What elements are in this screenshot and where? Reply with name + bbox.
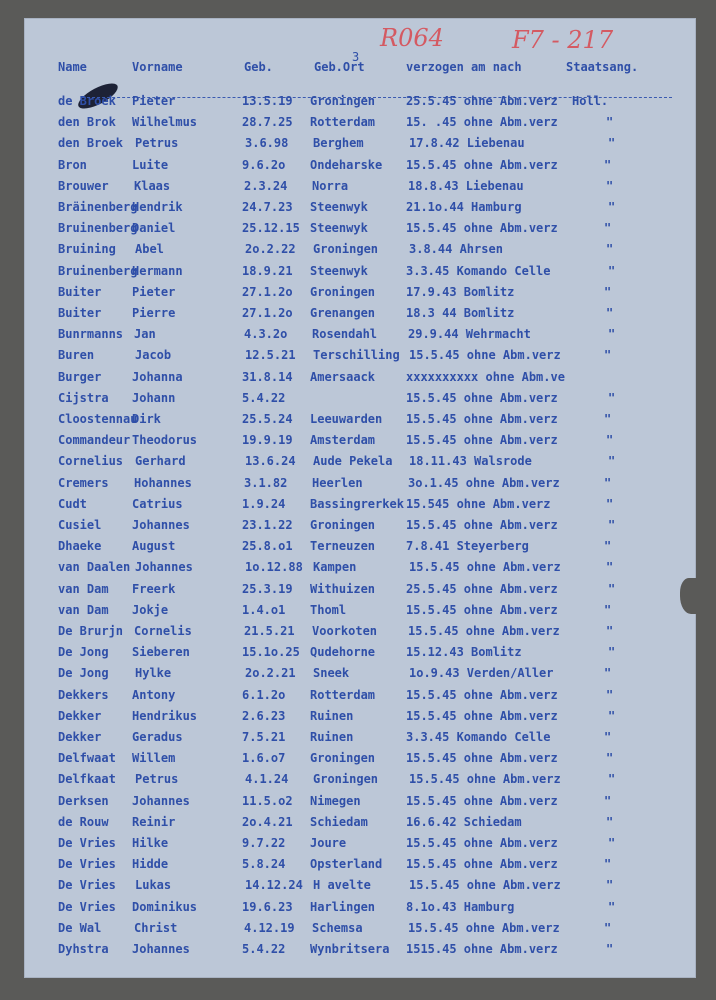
header-geb: Geb. bbox=[244, 60, 273, 74]
cell-name: Brouwer bbox=[58, 178, 109, 193]
cell-vorname: Christ bbox=[134, 920, 178, 935]
cell-verzogen: 15.5.45 ohne Abm.verz bbox=[408, 624, 560, 638]
cell-geb-ort: Groningen bbox=[310, 518, 376, 532]
document-page bbox=[24, 18, 696, 978]
cell-vorname: Johannes bbox=[135, 560, 193, 575]
cell-geb-ort: Wynbritsera bbox=[310, 942, 390, 956]
cell-staatsang: " bbox=[604, 412, 612, 426]
cell-vorname: Klaas bbox=[134, 178, 171, 193]
cell-geb: 19.6.23 bbox=[242, 899, 293, 914]
cell-geb: 25.12.15 bbox=[242, 221, 300, 236]
cell-name: Bruinenberg bbox=[58, 263, 138, 278]
cell-name: van Dam bbox=[58, 581, 109, 596]
cell-geb-ort: Steenwyk bbox=[310, 263, 368, 278]
cell-staatsang: " bbox=[608, 772, 616, 787]
cell-geb: 14.12.24 bbox=[245, 878, 303, 893]
cell-geb-ort: H avelte bbox=[313, 878, 371, 893]
cell-vorname: Hilke bbox=[132, 836, 169, 850]
cell-geb-ort: Terschilling bbox=[313, 348, 400, 363]
cell-vorname: Willem bbox=[132, 751, 176, 766]
cell-staatsang: " bbox=[606, 560, 614, 575]
cell-geb: 13.5.19 bbox=[242, 94, 293, 108]
cell-vorname: Reinir bbox=[132, 814, 176, 829]
cell-geb-ort: Schemsa bbox=[312, 920, 363, 935]
cell-verzogen: 15.5.45 ohne Abm.verz bbox=[406, 390, 558, 405]
cell-geb-ort: Steenwyk bbox=[310, 200, 368, 214]
cell-vorname: Johannes bbox=[132, 793, 190, 808]
cell-staatsang: " bbox=[604, 730, 612, 744]
cell-name: De Wal bbox=[58, 920, 102, 935]
cell-name: de Broek bbox=[58, 94, 116, 108]
cell-staatsang: " bbox=[604, 157, 612, 172]
cell-vorname: Abel bbox=[135, 242, 164, 257]
cell-verzogen: 15.5.45 ohne Abm.verz bbox=[409, 772, 561, 787]
cell-geb-ort: Joure bbox=[310, 836, 347, 850]
cell-name: De Vries bbox=[58, 878, 116, 893]
cell-geb-ort: Amersaack bbox=[310, 369, 376, 384]
cell-name: Cudt bbox=[58, 496, 87, 511]
cell-geb-ort: Berghem bbox=[313, 136, 364, 151]
header-geb-ort: Geb.Ort bbox=[314, 60, 365, 74]
cell-name: Bruinenberg bbox=[58, 221, 138, 236]
cell-vorname: Jokje bbox=[132, 602, 169, 617]
cell-vorname: Johannes bbox=[132, 942, 190, 956]
cell-geb: 21.5.21 bbox=[244, 624, 295, 638]
cell-staatsang: " bbox=[604, 221, 612, 236]
cell-name: Delfkaat bbox=[58, 772, 116, 787]
cell-staatsang: " bbox=[608, 454, 616, 469]
cell-verzogen: 15.5.45 ohne Abm.verz bbox=[408, 920, 560, 935]
cell-staatsang: " bbox=[606, 878, 614, 893]
cell-name: Burger bbox=[58, 369, 102, 384]
cell-staatsang: " bbox=[604, 857, 612, 872]
cell-name: Bron bbox=[58, 157, 87, 172]
cell-name: De Jong bbox=[58, 666, 109, 681]
cell-name: Bräinenberg bbox=[58, 200, 138, 214]
cell-vorname: Jacob bbox=[135, 348, 172, 363]
cell-staatsang: " bbox=[604, 284, 612, 299]
cell-geb: 24.7.23 bbox=[242, 200, 293, 214]
cell-geb: 3.1.82 bbox=[244, 475, 288, 490]
cell-name: Buiter bbox=[58, 284, 102, 299]
cell-vorname: Petrus bbox=[135, 772, 179, 787]
cell-geb: 7.5.21 bbox=[242, 730, 286, 744]
cell-verzogen: 15.5.45 ohne Abm.verz bbox=[409, 560, 561, 575]
cell-geb: 2o.2.22 bbox=[245, 242, 296, 257]
cell-geb-ort: Rosendahl bbox=[312, 327, 378, 342]
cell-name: Dekker bbox=[58, 708, 102, 723]
cell-vorname: Johann bbox=[132, 390, 176, 405]
cell-vorname: Jan bbox=[134, 327, 156, 342]
cell-name: Cusiel bbox=[58, 518, 102, 532]
cell-verzogen: 16.6.42 Schiedam bbox=[406, 814, 522, 829]
cell-vorname: Antony bbox=[132, 687, 176, 702]
cell-verzogen: 15.5.45 ohne Abm.verz bbox=[406, 836, 558, 850]
cell-geb: 5.4.22 bbox=[242, 942, 286, 956]
cell-name: Delfwaat bbox=[58, 751, 116, 766]
cell-name: Dekkers bbox=[58, 687, 109, 702]
cell-name: De Vries bbox=[58, 857, 116, 872]
cell-vorname: Lukas bbox=[135, 878, 172, 893]
cell-staatsang: " bbox=[604, 475, 612, 490]
cell-verzogen: 15.12.43 Bomlitz bbox=[406, 645, 522, 660]
cell-staatsang: Holl. bbox=[572, 94, 609, 108]
cell-verzogen: 3.3.45 Komando Celle bbox=[406, 730, 551, 744]
cell-vorname: Hohannes bbox=[134, 475, 192, 490]
cell-geb-ort: Leeuwarden bbox=[310, 412, 383, 426]
cell-geb-ort: Groningen bbox=[310, 94, 376, 108]
cell-geb: 5.8.24 bbox=[242, 857, 286, 872]
cell-vorname: Johannes bbox=[132, 518, 190, 532]
cell-geb-ort: Rotterdam bbox=[310, 115, 376, 130]
cell-vorname: Hidde bbox=[132, 857, 169, 872]
header-name: Name bbox=[58, 60, 87, 74]
cell-geb: 11.5.o2 bbox=[242, 793, 293, 808]
cell-staatsang: " bbox=[608, 327, 616, 342]
cell-geb: 25.8.o1 bbox=[242, 539, 293, 554]
cell-geb: 19.9.19 bbox=[242, 433, 293, 448]
cell-vorname: Freerk bbox=[132, 581, 176, 596]
cell-vorname: Dominikus bbox=[132, 899, 198, 914]
cell-verzogen: 15.5.45 ohne Abm.verz bbox=[409, 878, 561, 893]
cell-geb: 25.5.24 bbox=[242, 412, 293, 426]
cell-staatsang: " bbox=[606, 814, 614, 829]
cell-vorname: Cornelis bbox=[134, 624, 192, 638]
cell-staatsang: " bbox=[608, 263, 616, 278]
cell-verzogen: 15. .45 ohne Abm.verz bbox=[406, 115, 558, 130]
cell-verzogen: 15.5.45 ohne Abm.verz bbox=[406, 751, 558, 766]
cell-verzogen: 25.5.45 ohne Abm.verz bbox=[406, 94, 558, 108]
cell-geb-ort: Sneek bbox=[313, 666, 350, 681]
cell-name: Bruining bbox=[58, 242, 116, 257]
cell-geb: 2o.4.21 bbox=[242, 814, 293, 829]
cell-vorname: Hendrik bbox=[132, 200, 183, 214]
cell-geb: 1.6.o7 bbox=[242, 751, 286, 766]
cell-verzogen: 15.5.45 ohne Abm.verz bbox=[406, 857, 558, 872]
cell-vorname: Daniel bbox=[132, 221, 176, 236]
cell-vorname: Hermann bbox=[132, 263, 183, 278]
cell-vorname: Theodorus bbox=[132, 433, 198, 448]
cell-staatsang: " bbox=[604, 793, 612, 808]
cell-geb: 28.7.25 bbox=[242, 115, 293, 130]
cell-vorname: Wilhelmus bbox=[132, 115, 198, 130]
cell-geb: 15.1o.25 bbox=[242, 645, 300, 660]
cell-vorname: Gerhard bbox=[135, 454, 186, 469]
cell-geb: 25.3.19 bbox=[242, 581, 293, 596]
cell-geb-ort: Steenwyk bbox=[310, 221, 368, 236]
cell-staatsang: " bbox=[608, 518, 616, 532]
cell-staatsang: " bbox=[608, 390, 616, 405]
cell-geb: 12.5.21 bbox=[245, 348, 296, 363]
cell-vorname: Hylke bbox=[135, 666, 172, 681]
cell-geb-ort: Withuizen bbox=[310, 581, 376, 596]
cell-verzogen: 15.5.45 ohne Abm.verz bbox=[409, 348, 561, 363]
cell-staatsang: " bbox=[606, 242, 614, 257]
cell-verzogen: 1515.45 ohne Abm.verz bbox=[406, 942, 558, 956]
cell-verzogen: 15.5.45 ohne Abm.verz bbox=[406, 412, 558, 426]
cell-geb-ort: Qudehorne bbox=[310, 645, 376, 660]
cell-verzogen: 17.8.42 Liebenau bbox=[409, 136, 525, 151]
cell-staatsang: " bbox=[604, 348, 612, 363]
cell-verzogen: 8.1o.43 Hamburg bbox=[406, 899, 515, 914]
cell-geb: 23.1.22 bbox=[242, 518, 293, 532]
cell-name: Buiter bbox=[58, 306, 102, 320]
cell-name: De Vries bbox=[58, 899, 116, 914]
cell-name: van Dam bbox=[58, 602, 109, 617]
cell-verzogen: 25.5.45 ohne Abm.verz bbox=[406, 581, 558, 596]
cell-geb: 4.3.2o bbox=[244, 327, 288, 342]
cell-geb: 18.9.21 bbox=[242, 263, 293, 278]
cell-staatsang: " bbox=[604, 666, 612, 681]
cell-geb: 3.6.98 bbox=[245, 136, 289, 151]
cell-staatsang: " bbox=[604, 602, 612, 617]
cell-staatsang: " bbox=[608, 836, 616, 850]
cell-geb: 1o.12.88 bbox=[245, 560, 303, 575]
cell-geb-ort: Groningen bbox=[313, 242, 379, 257]
cell-geb-ort: Kampen bbox=[313, 560, 357, 575]
cell-staatsang: " bbox=[606, 624, 614, 638]
cell-vorname: Sieberen bbox=[132, 645, 190, 660]
cell-staatsang: " bbox=[606, 942, 614, 956]
cell-verzogen: 7.8.41 Steyerberg bbox=[406, 539, 529, 554]
cell-geb-ort: Groningen bbox=[310, 751, 376, 766]
cell-verzogen: 15.5.45 ohne Abm.verz bbox=[406, 221, 558, 236]
cell-verzogen: 18.8.43 Liebenau bbox=[408, 178, 524, 193]
cell-name: van Daalen bbox=[58, 560, 131, 575]
cell-geb-ort: Nimegen bbox=[310, 793, 361, 808]
cell-geb: 9.6.2o bbox=[242, 157, 286, 172]
cell-name: Cremers bbox=[58, 475, 109, 490]
cell-staatsang: " bbox=[606, 496, 614, 511]
cell-vorname: Petrus bbox=[135, 136, 179, 151]
cell-geb: 4.12.19 bbox=[244, 920, 295, 935]
cell-vorname: Luite bbox=[132, 157, 169, 172]
cell-name: den Broek bbox=[58, 136, 124, 151]
cell-geb: 13.6.24 bbox=[245, 454, 296, 469]
cell-verzogen: 3.3.45 Komando Celle bbox=[406, 263, 551, 278]
cell-staatsang: " bbox=[606, 687, 614, 702]
cell-staatsang: " bbox=[608, 899, 616, 914]
cell-staatsang: " bbox=[608, 645, 616, 660]
cell-geb-ort: Amsterdam bbox=[310, 433, 376, 448]
cell-vorname: Johanna bbox=[132, 369, 183, 384]
cell-name: Dekker bbox=[58, 730, 102, 744]
cell-name: Bunrmanns bbox=[58, 327, 124, 342]
cell-name: Cijstra bbox=[58, 390, 109, 405]
cell-verzogen: 15.5.45 ohne Abm.verz bbox=[406, 708, 558, 723]
cell-name: Commandeur bbox=[58, 433, 131, 448]
cell-verzogen: 3.8.44 Ahrsen bbox=[409, 242, 503, 257]
cell-geb: 2o.2.21 bbox=[245, 666, 296, 681]
cell-staatsang: " bbox=[608, 136, 616, 151]
cell-vorname: August bbox=[132, 539, 176, 554]
cell-name: Derksen bbox=[58, 793, 109, 808]
cell-geb-ort: Groningen bbox=[313, 772, 379, 787]
cell-geb-ort: Terneuzen bbox=[310, 539, 376, 554]
header-staatsang: Staatsang. bbox=[566, 60, 639, 74]
cell-staatsang: " bbox=[606, 115, 614, 130]
cell-staatsang: " bbox=[606, 751, 614, 766]
cell-verzogen: 29.9.44 Wehrmacht bbox=[408, 327, 531, 342]
cell-vorname: Geradus bbox=[132, 730, 183, 744]
cell-vorname: Pierre bbox=[132, 306, 176, 320]
cell-name: Dyhstra bbox=[58, 942, 109, 956]
cell-geb: 2.3.24 bbox=[244, 178, 288, 193]
cell-verzogen: xxxxxxxxxx ohne Abm.ve bbox=[406, 369, 565, 384]
cell-geb: 5.4.22 bbox=[242, 390, 286, 405]
pencil-annotation-archive-code: R064 bbox=[380, 24, 444, 52]
cell-staatsang: " bbox=[606, 306, 614, 320]
cell-vorname: Dirk bbox=[132, 412, 161, 426]
cell-verzogen: 18.3 44 Bomlitz bbox=[406, 306, 515, 320]
cell-geb: 6.1.2o bbox=[242, 687, 286, 702]
cell-geb-ort: Ruinen bbox=[310, 708, 354, 723]
cell-name: Buren bbox=[58, 348, 95, 363]
cell-staatsang: " bbox=[604, 539, 612, 554]
cell-geb: 27.1.2o bbox=[242, 284, 293, 299]
cell-staatsang: " bbox=[606, 433, 614, 448]
cell-vorname: Pieter bbox=[132, 284, 176, 299]
cell-geb-ort: Bassingrerkek bbox=[310, 496, 404, 511]
cell-name: De Vries bbox=[58, 836, 116, 850]
cell-geb-ort: Rotterdam bbox=[310, 687, 376, 702]
cell-staatsang: " bbox=[606, 178, 614, 193]
cell-geb: 4.1.24 bbox=[245, 772, 289, 787]
cell-staatsang: " bbox=[604, 920, 612, 935]
cell-vorname: Hendrikus bbox=[132, 708, 198, 723]
cell-staatsang: " bbox=[608, 581, 616, 596]
cell-vorname: Pieter bbox=[132, 94, 176, 108]
cell-geb: 1.4.o1 bbox=[242, 602, 286, 617]
cell-name: Cloostennau bbox=[58, 412, 138, 426]
cell-name: den Brok bbox=[58, 115, 116, 130]
cell-verzogen: 15.545 ohne Abm.verz bbox=[406, 496, 551, 511]
cell-verzogen: 3o.1.45 ohne Abm.verz bbox=[408, 475, 560, 490]
cell-staatsang: " bbox=[608, 708, 616, 723]
cell-geb-ort: Groningen bbox=[310, 284, 376, 299]
page-number: 3 bbox=[352, 50, 360, 64]
cell-verzogen: 17.9.43 Bomlitz bbox=[406, 284, 515, 299]
cell-name: De Brurjn bbox=[58, 624, 124, 638]
cell-geb-ort: Voorkoten bbox=[312, 624, 378, 638]
cell-geb-ort: Heerlen bbox=[312, 475, 363, 490]
cell-geb-ort: Harlingen bbox=[310, 899, 376, 914]
cell-geb-ort: Opsterland bbox=[310, 857, 383, 872]
cell-staatsang: " bbox=[608, 200, 616, 214]
cell-verzogen: 15.5.45 ohne Abm.verz bbox=[406, 518, 558, 532]
cell-vorname: Catrius bbox=[132, 496, 183, 511]
cell-verzogen: 15.5.45 ohne Abm.verz bbox=[406, 602, 558, 617]
cell-geb: 9.7.22 bbox=[242, 836, 286, 850]
cell-geb: 2.6.23 bbox=[242, 708, 286, 723]
cell-verzogen: 15.5.45 ohne Abm.verz bbox=[406, 433, 558, 448]
cell-verzogen: 15.5.45 ohne Abm.verz bbox=[406, 157, 558, 172]
pencil-annotation-file-ref: F7 - 217 bbox=[512, 26, 614, 54]
cell-geb: 27.1.2o bbox=[242, 306, 293, 320]
cell-verzogen: 15.5.45 ohne Abm.verz bbox=[406, 687, 558, 702]
cell-geb: 1.9.24 bbox=[242, 496, 286, 511]
cell-verzogen: 1o.9.43 Verden/Aller bbox=[409, 666, 554, 681]
header-vorname: Vorname bbox=[132, 60, 183, 74]
cell-verzogen: 15.5.45 ohne Abm.verz bbox=[406, 793, 558, 808]
cell-geb-ort: Norra bbox=[312, 178, 349, 193]
cell-geb-ort: Thoml bbox=[310, 602, 347, 617]
header-verzogen: verzogen am nach bbox=[406, 60, 522, 74]
cell-name: De Jong bbox=[58, 645, 109, 660]
cell-verzogen: 21.1o.44 Hamburg bbox=[406, 200, 522, 214]
cell-geb-ort: Grenangen bbox=[310, 306, 376, 320]
cell-geb-ort: Aude Pekela bbox=[313, 454, 393, 469]
cell-geb-ort: Ondeharske bbox=[310, 157, 383, 172]
cell-name: Dhaeke bbox=[58, 539, 102, 554]
cell-verzogen: 18.11.43 Walsrode bbox=[409, 454, 532, 469]
cell-name: de Rouw bbox=[58, 814, 109, 829]
cell-name: Cornelius bbox=[58, 454, 124, 469]
cell-geb: 31.8.14 bbox=[242, 369, 293, 384]
cell-geb-ort: Ruinen bbox=[310, 730, 354, 744]
cell-geb-ort: Schiedam bbox=[310, 814, 368, 829]
